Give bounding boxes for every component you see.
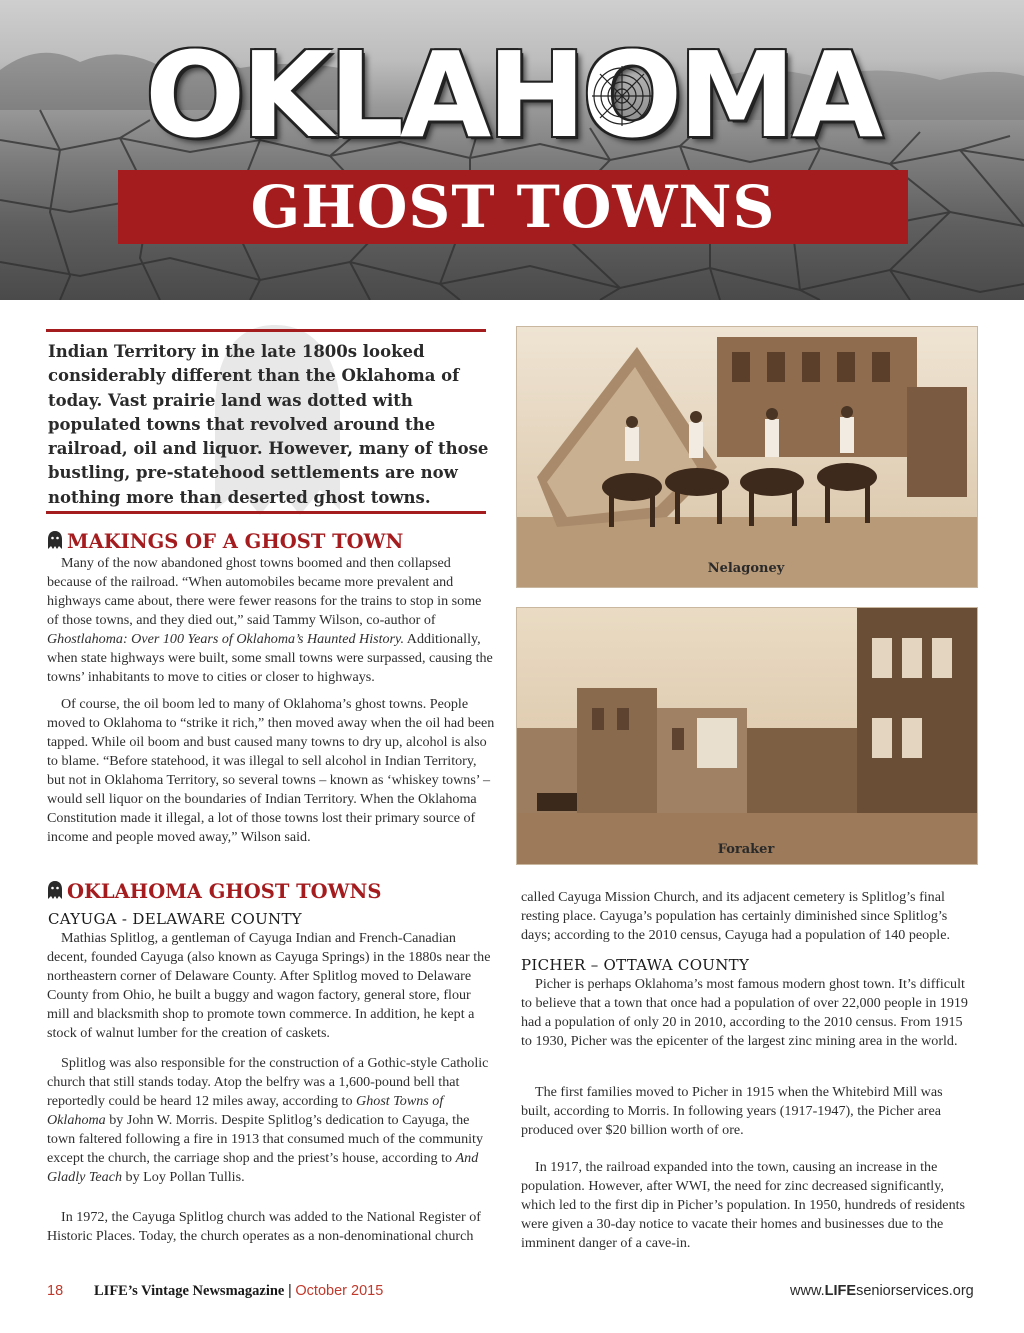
picher-paragraph-1: Picher is perhaps Oklahoma’s most famous modern ghost town. It’s difficult to believe that a town that once had a population of over 22,000 people in 1919 had a population of only 20 in 2010, according to the 2010 census. From 1915 to 1930, Picher was the epicenter of the largest zinc mining area in the world. [521, 976, 968, 1050]
subheading-cayuga: CAYUGA - DELAWARE COUNTY [48, 910, 302, 928]
section-heading-towns [47, 880, 381, 903]
section-heading-towns-text: OKLAHOMA GHOST TOWNS [67, 880, 382, 903]
ghost-icon [47, 530, 63, 550]
cayuga-paragraph-3-continued: called Cayuga Mission Church, and its adjacent cemetery is Splitlog’s final resting place. Cayuga’s population has certainly diminished since Splitlog’s days; according to the 2010 census, Cayuga had a population of 140 people. [521, 889, 950, 944]
page-subtitle: GHOST TOWNS [250, 173, 776, 241]
photo-foraker [516, 607, 978, 865]
cayuga-paragraph-1: Mathias Splitlog, a gentleman of Cayuga Indian and French-Canadian decent, founded Cayuga (also known as Cayuga Springs) in the 1880s near the northeastern corner of Delaware County. After Splitlog moved to Delaware County from Ohio, he built a buggy and wagon factory, general store, flour mill and blacksmith shop to promote town commerce. In addition, he kept a stock of walnut lumber for the creation of caskets. [47, 930, 491, 1042]
cayuga-p2-book-2: And Gladly Teach [47, 1150, 479, 1186]
foraker-photo-image [517, 608, 977, 864]
caption-foraker: Foraker [717, 842, 775, 857]
page-number: 18 [47, 1283, 64, 1299]
footer-separator: | [288, 1283, 292, 1299]
section-heading-makings-text: MAKINGS OF A GHOST TOWN [67, 530, 404, 553]
nelagoney-photo-image [517, 327, 977, 587]
magazine-name: LIFE’s Vintage Newsmagazine [94, 1283, 285, 1299]
makings-p1-text-b: Additionally, when state highways were built, some small towns were surpassed, causing the towns’ inhabitants to move to cities or closer to highways. [47, 631, 493, 686]
section-heading-makings [47, 530, 403, 553]
cayuga-p2-text-c: by Loy Pollan Tullis. [122, 1169, 245, 1186]
footer-masthead [94, 1283, 383, 1300]
intro-bottom-rule [46, 511, 486, 514]
caption-nelagoney: Nelagoney [707, 561, 785, 576]
makings-paragraph-2: Of course, the oil boom led to many of Oklahoma’s ghost towns. People moved to Oklahoma to “strike it rich,” then moved away when the oil had been tapped. While oil boom and bust caused many towns to dry up, alcohol is also to blame. “Before statehood, it was illegal to sell alcohol in Indian Territory, but not in Oklahoma Territory, so several towns – known as ‘whiskey towns’ – would sell liquor on the boundaries of Indian Territory. When the Oklahoma Constitution made it illegal, a lot of those towns lost their primary source of income and people moved away,” Wilson said. [47, 696, 495, 846]
footer-website [790, 1283, 974, 1299]
url-brand: LIFE [824, 1283, 857, 1299]
cayuga-p2-text-a: Splitlog was also responsible for the construction of a Gothic-style Catholic church that still stands today. Atop the belfry was a 1,600-pound bell that reportedly could be heard 12 miles away, according to [47, 1055, 489, 1110]
intro-paragraph: Indian Territory in the late 1800s looked considerably different than the Oklahoma of today. Vast prairie land was dotted with populated towns that revolved around the railroad, oil and liquor. However, many of those bustling, pre-statehood settlements are now nothing more than deserted ghost towns. [48, 342, 489, 507]
cayuga-p2-book-1: Ghost Towns of Oklahoma [47, 1093, 444, 1129]
makings-p1-text-a: Many of the now abandoned ghost towns boomed and then collapsed because of the railroad. “When automobiles became more prevalent and highways came about, there were fewer reasons for the trains to stop in some of those towns, and they died out,” said Tammy Wilson, co-author of [47, 555, 482, 629]
photo-nelagoney [516, 326, 978, 588]
subheading-picher: PICHER – OTTAWA COUNTY [521, 956, 750, 974]
picher-paragraph-3: In 1917, the railroad expanded into the town, causing an increase in the population. However, after WWI, the need for zinc decreased significantly, which led to the first dip in Picher’s population. In 1950, hundreds of residents were given a 30-day notice to vacate their homes and businesses due to the imminent danger of a cave-in. [521, 1159, 966, 1252]
picher-paragraph-2: The first families moved to Picher in 1915 when the Whitebird Mill was built, according to Morris. In following years (1917-1947), the Picher area produced over $20 billion worth of ore. [521, 1084, 943, 1139]
cayuga-paragraph-3: In 1972, the Cayuga Splitlog church was added to the National Register of Historic Places. Today, the church operates as a non-denominational church [47, 1209, 481, 1245]
intro-top-rule [46, 329, 486, 332]
url-prefix: www. [790, 1283, 825, 1299]
cayuga-paragraph-2 [47, 1054, 495, 1187]
page-title: OKLAHOMA [144, 26, 880, 164]
cayuga-p2-text-b: by John W. Morris. Despite Splitlog’s dedication to Cayuga, the town faltered following a fire in 1913 that consumed much of the community except the church, the carriage shop and the priest’s house, according to [47, 1112, 484, 1167]
issue-date: October 2015 [295, 1283, 384, 1299]
header-banner [0, 0, 1024, 300]
url-suffix: seniorservices.org [856, 1283, 974, 1299]
ghost-icon [47, 880, 63, 900]
makings-paragraph-1 [47, 554, 495, 687]
makings-p1-book-title: Ghostlahoma: Over 100 Years of Oklahoma’s Haunted History. [47, 631, 405, 648]
spider-web-icon [590, 64, 654, 128]
